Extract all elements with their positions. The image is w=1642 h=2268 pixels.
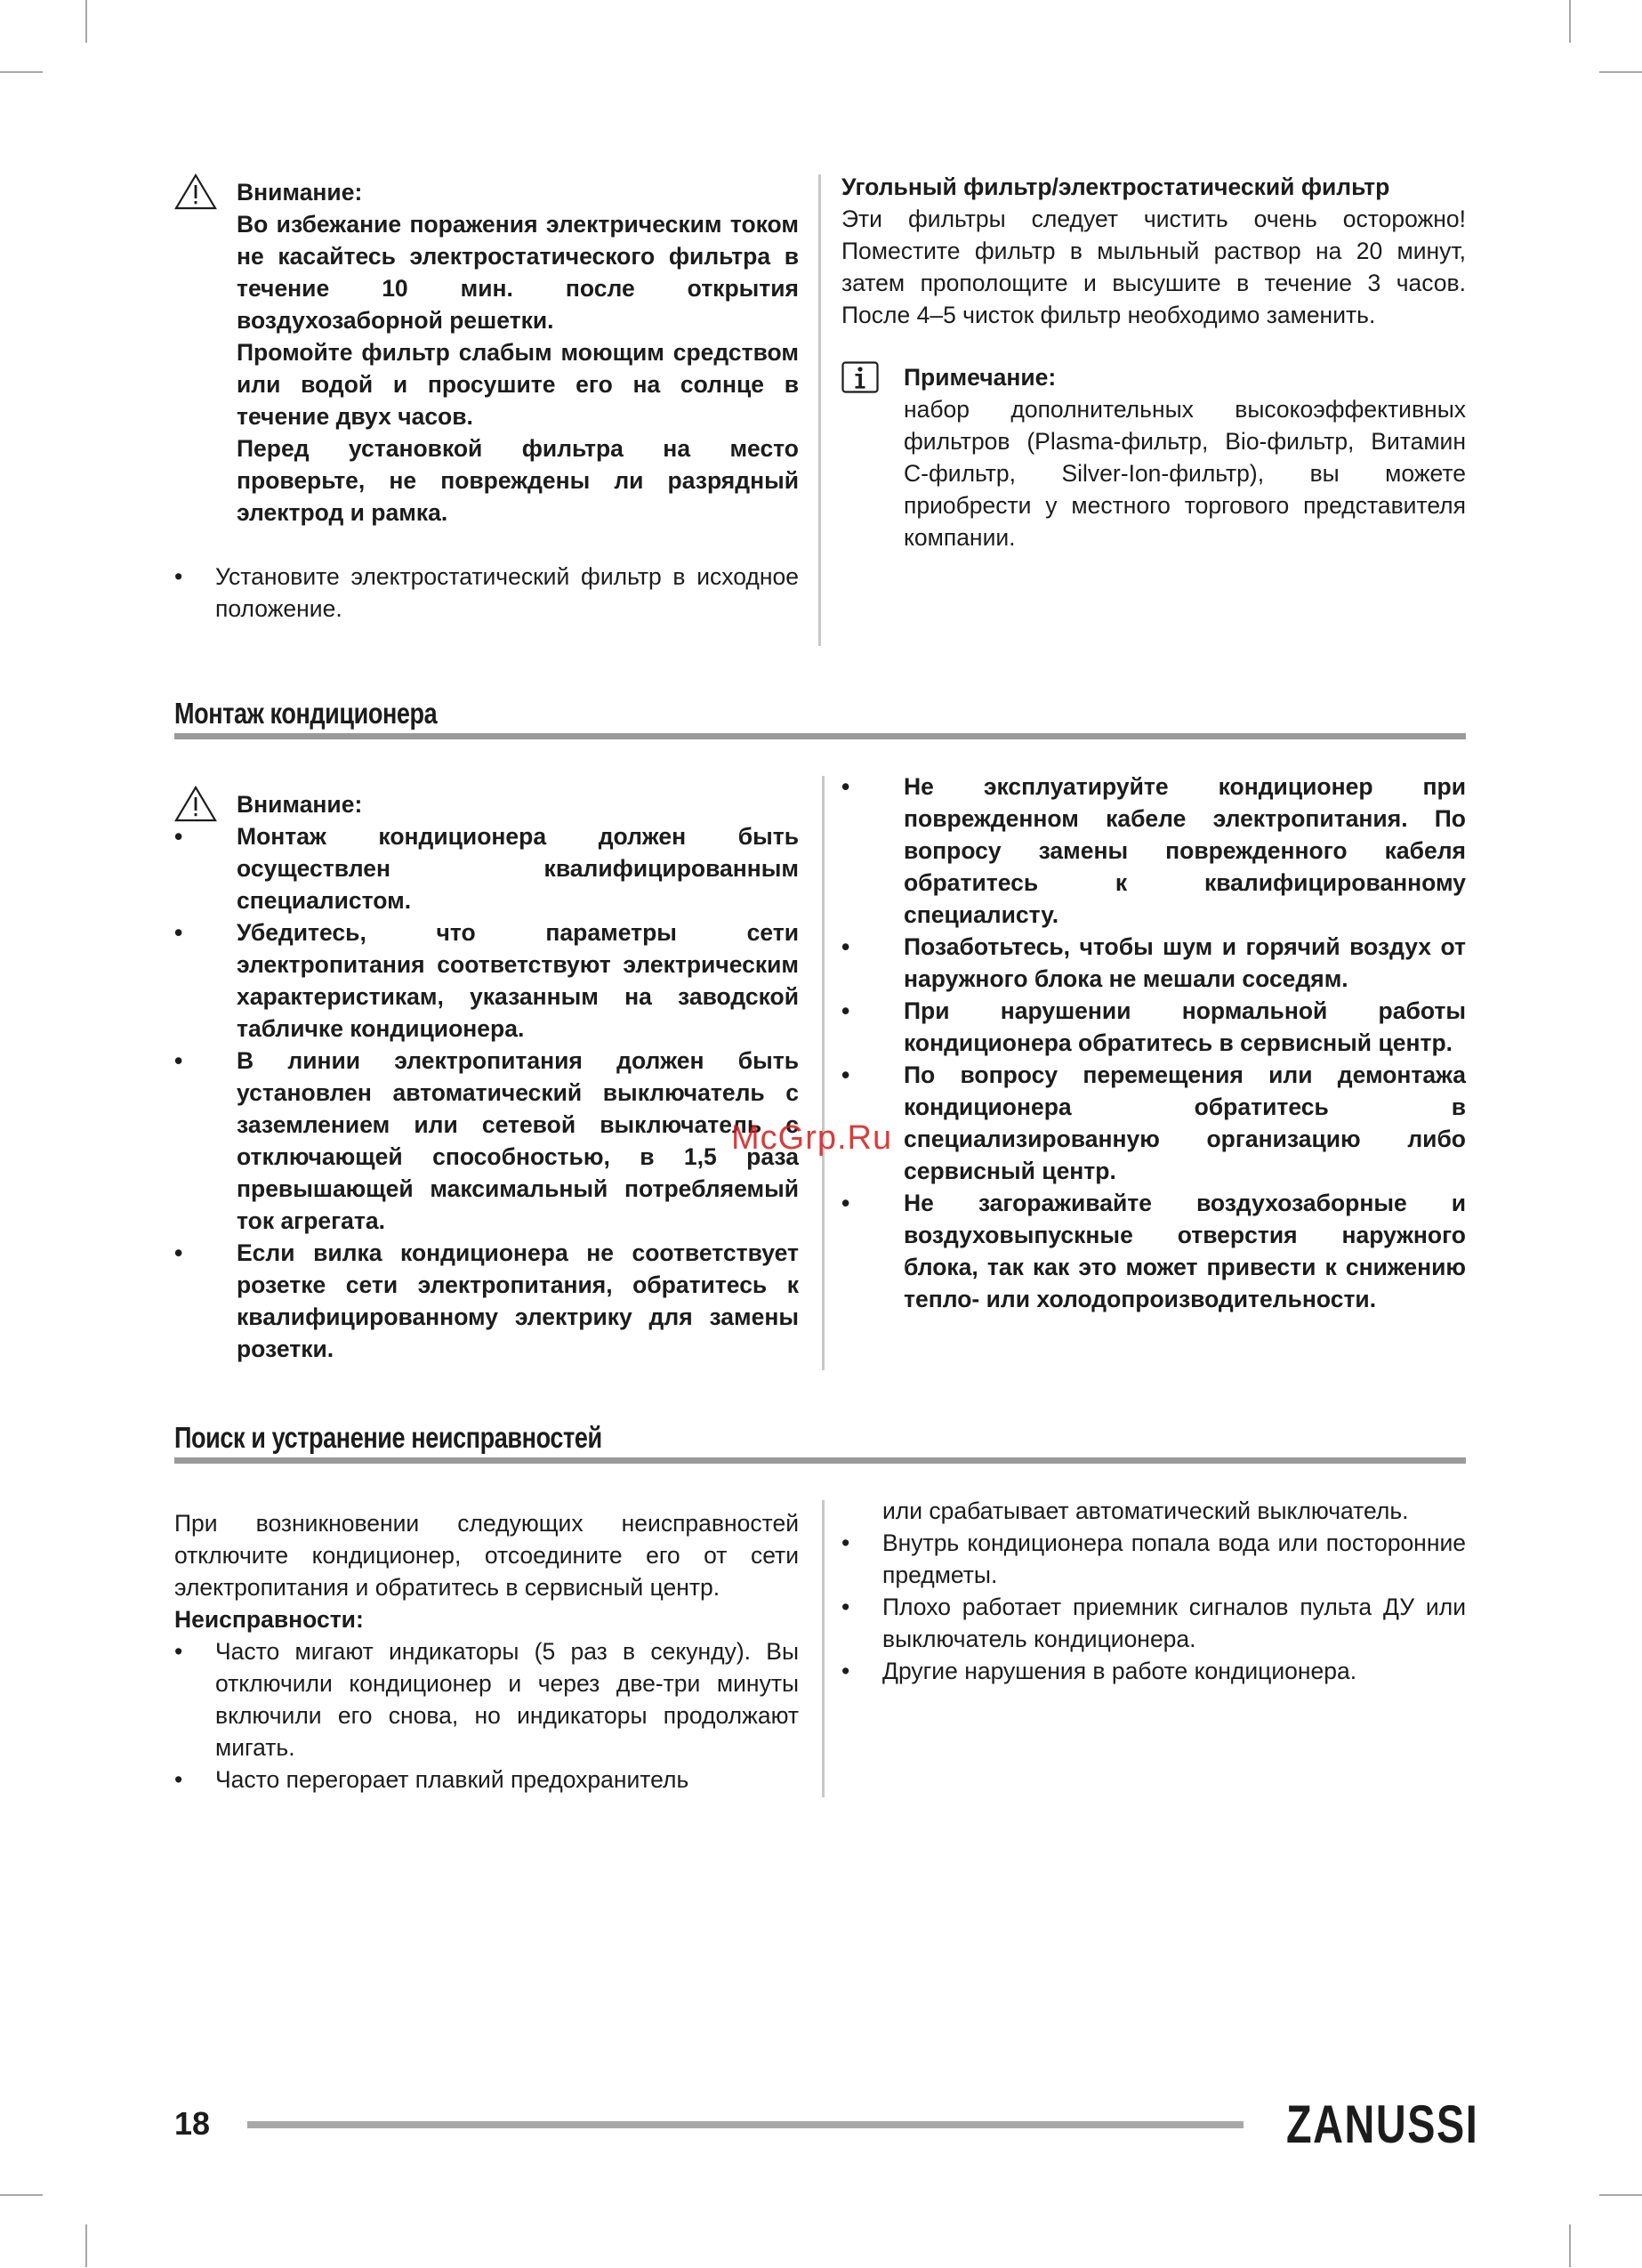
page-number: 18: [174, 2105, 211, 2142]
install-left-column: [174, 788, 799, 1365]
list-item: • Другие нарушения в работе кондиционера.: [841, 1658, 1357, 1684]
warning-paragraph: Во избежание поражения электрическим током не касайтесь электростатического фильтра в течение 10 мин. после открытия воздухозаборной решетки.: [237, 211, 799, 334]
crop-mark: [1569, 2224, 1571, 2267]
install-right-column: [841, 771, 1466, 1315]
section-rule: [174, 1457, 1466, 1464]
footer-rule: [247, 2121, 1244, 2128]
warning-paragraph: Промойте фильтр слабым моющим средством или водой и просушите его на солнце в течение двух часов.: [237, 339, 799, 430]
warning-body: [174, 208, 799, 529]
crop-mark: [0, 71, 43, 73]
filter-body: Эти фильтры следует чистить очень осторожно! Поместите фильтр в мыльный раствор на 20 минут, затем прополощите и высушите в течение 3 часов. После 4–5 чисток фильтр необходимо заменить.: [841, 206, 1466, 328]
top-left-column: [174, 176, 799, 625]
trouble-intro: При возникновении следующих неисправностей отключите кондиционер, отсоедините его от сети электропитания и обратитесь в сервисный центр.: [174, 1510, 799, 1601]
column-divider: [818, 174, 821, 646]
warning-paragraph: Перед установкой фильтра на место проверьте, не повреждены ли разрядный электрод и рамка.: [237, 435, 799, 526]
section-title: Монтаж кондиционера: [174, 697, 438, 730]
list-item: • Часто перегорает плавкий предохранитель: [174, 1766, 689, 1793]
list-item: • Плохо работает приемник сигналов пульта ДУ или выключатель кондиционера.: [841, 1594, 1466, 1652]
column-divider: [822, 776, 825, 1370]
list-item: • Установите электростатический фильтр в исходное положение.: [174, 563, 799, 622]
list-item: • Если вилка кондиционера не соответствует розетке сети электропитания, обратитесь к квалифицированному электрику для замены розетки.: [174, 1239, 799, 1362]
bullet-list: [174, 1635, 799, 1796]
warning-heading: [174, 788, 799, 820]
trouble-left-column: [174, 1507, 799, 1796]
note-title: Примечание:: [904, 364, 1057, 391]
brand-logo: ZANUSSI: [1286, 2094, 1479, 2154]
section-title: Поиск и устранение неисправностей: [174, 1421, 602, 1454]
watermark: McGrp.Ru: [731, 1119, 893, 1157]
bullet-list: [841, 1527, 1466, 1687]
crop-mark: [1599, 71, 1642, 73]
bullet-continuation: или срабатывает автоматический выключатель.: [882, 1497, 1409, 1524]
crop-mark: [1599, 2194, 1642, 2196]
bullet-list: [841, 771, 1466, 1315]
list-item: • Часто мигают индикаторы (5 раз в секунду). Вы отключили кондиционер и через две-три минуты включили его снова, но индикаторы продолжают мигать.: [174, 1638, 799, 1761]
column-divider: [822, 1500, 825, 1797]
crop-mark: [1569, 0, 1571, 43]
warning-heading: [174, 176, 799, 208]
note-body: набор дополнительных высокоэффективных фильтров (Plasma-фильтр, Bio-фильтр, Витамин С-фильтр, Silver-Ion-фильтр), вы можете приобрести у местного торгового представителя компании.: [904, 396, 1466, 551]
note-heading: [841, 361, 1466, 393]
list-item: • Не загораживайте воздухозаборные и воздуховыпускные отверстия наружного блока, так как это может привести к снижению тепло- или холодопроизводительности.: [841, 1190, 1466, 1312]
section-rule: [174, 733, 1466, 739]
warning-triangle-icon: [174, 785, 217, 822]
filter-heading: Угольный фильтр/электростатический фильтр: [841, 174, 1390, 200]
faults-label: Неисправности:: [174, 1606, 364, 1633]
info-icon: [841, 361, 879, 393]
list-item: • Убедитесь, что параметры сети электропитания соответствуют электрическим характеристикам, указанным на заводской табличке кондиционера.: [174, 919, 799, 1042]
bullet-list: [174, 820, 799, 1365]
list-item: • Внутрь кондиционера попала вода или посторонние предметы.: [841, 1529, 1466, 1588]
warning-triangle-icon: [174, 173, 217, 210]
bullet-list: [174, 561, 799, 625]
trouble-right-column: [841, 1495, 1466, 1687]
crop-mark: [85, 2224, 87, 2267]
list-item: • При нарушении нормальной работы кондиционера обратитесь в сервисный центр.: [841, 997, 1466, 1056]
list-item: • В линии электропитания должен быть установлен автоматический выключатель с заземлением или сетевой выключатель с отключающей способностью, в 1,5 раза превышающей максимальный потребляемый ток агрегата.: [174, 1047, 799, 1234]
list-item: • По вопросу перемещения или демонтажа кондиционера обратитесь в специализированную организацию либо сервисный центр.: [841, 1061, 1466, 1184]
list-item: • Позаботьтесь, чтобы шум и горячий воздух от наружного блока не мешали соседям.: [841, 933, 1466, 992]
warning-title: Внимание:: [237, 791, 363, 818]
crop-mark: [0, 2194, 43, 2196]
crop-mark: [85, 0, 87, 43]
list-item: • Не эксплуатируйте кондиционер при поврежденном кабеле электропитания. По вопросу замены поврежденного кабеля обратитесь к квалифицированному специалисту.: [841, 773, 1466, 928]
warning-title: Внимание:: [237, 179, 363, 206]
top-right-column: [841, 171, 1466, 553]
list-item: • Монтаж кондиционера должен быть осуществлен квалифицированным специалистом.: [174, 823, 799, 914]
